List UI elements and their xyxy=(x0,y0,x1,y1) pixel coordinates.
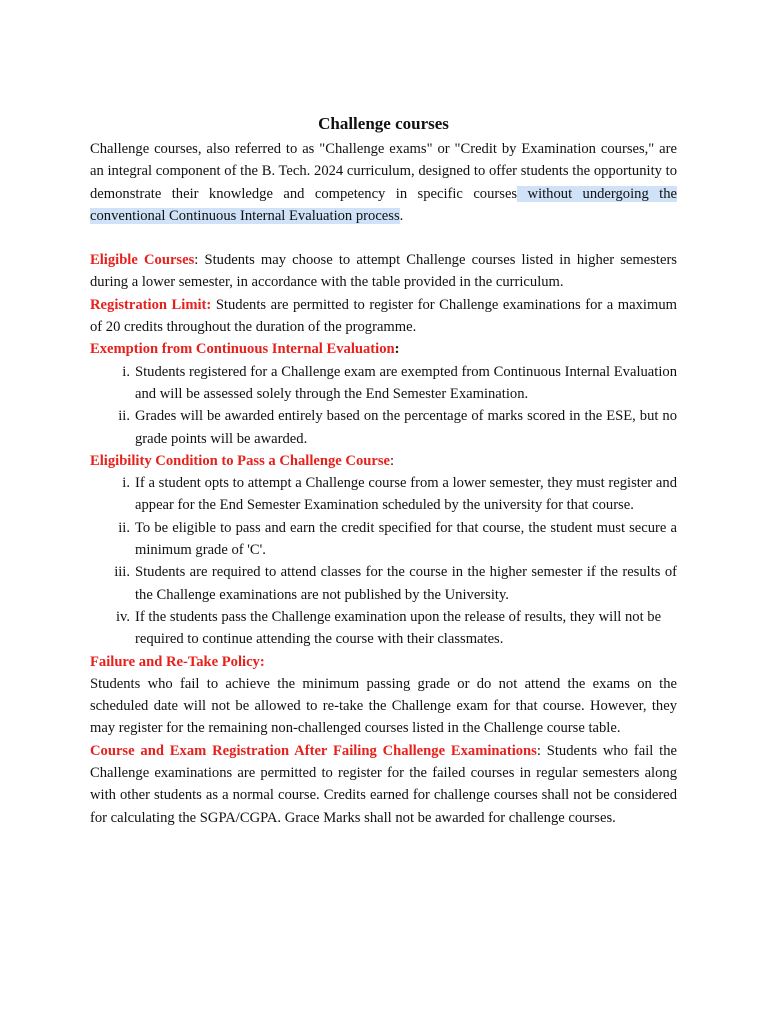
list-item-text: Grades will be awarded entirely based on the percentage of marks scored in the ESE, but no grade points will be awarded. xyxy=(135,408,677,447)
course-exam-heading: Course and Exam Registration After Failing Challenge Examinations xyxy=(90,742,537,759)
list-item xyxy=(90,472,677,517)
list-item-text: If a student opts to attempt a Challenge course from a lower semester, they must register and appear for the End Semester Examination scheduled by the university for that course. xyxy=(135,475,677,514)
eligibility-colon: : xyxy=(390,452,395,469)
list-number: iv. xyxy=(115,608,130,625)
failure-heading-line xyxy=(90,651,677,673)
page-title: Challenge courses xyxy=(318,114,449,133)
list-number: i. xyxy=(122,475,130,492)
course-exam-text: : Students who fail the Challenge examinations are permitted to register for the failed courses in regular semesters along with other students as a normal course. Credits earned for challenge courses shall not be considered for calculating the SGPA/CGPA. Grace Marks shall not be awarded for challenge courses. xyxy=(90,742,677,826)
list-item xyxy=(90,405,677,450)
intro-end: . xyxy=(399,207,404,224)
list-item-text: Students are required to attend classes for the course in the higher semester if the results of the Challenge examinations are not published by the University. xyxy=(135,564,677,603)
list-item-text: Students registered for a Challenge exam are exempted from Continuous Internal Evaluation and will be assessed solely through the End Semester Examination. xyxy=(135,363,677,402)
eligibility-heading: Eligibility Condition to Pass a Challenge Course xyxy=(90,452,391,469)
list-item xyxy=(90,361,677,406)
list-item xyxy=(90,561,677,606)
spacer xyxy=(90,227,677,249)
eligible-courses-text: : Students may choose to attempt Challenge courses listed in higher semesters during a lower semester, in accordance with the table provided in the curriculum. xyxy=(90,252,677,291)
eligible-courses-paragraph xyxy=(90,249,677,294)
registration-limit-paragraph xyxy=(90,294,677,339)
registration-limit-text: Students are permitted to register for Challenge examinations for a maximum of 20 credits throughout the duration of the programme. xyxy=(90,296,677,336)
eligible-courses-heading: Eligible Courses xyxy=(90,252,195,269)
eligibility-list xyxy=(90,472,677,650)
list-number: ii. xyxy=(118,408,130,425)
list-item xyxy=(90,517,677,562)
course-exam-paragraph xyxy=(90,740,677,829)
exemption-heading: Exemption from Continuous Internal Evaluation xyxy=(90,341,395,358)
exemption-list xyxy=(90,361,677,450)
exemption-heading-line xyxy=(90,338,677,360)
exemption-colon: : xyxy=(394,341,400,358)
list-item xyxy=(90,606,677,651)
list-number: ii. xyxy=(118,519,130,536)
eligibility-heading-line xyxy=(90,450,677,472)
list-number: iii. xyxy=(114,564,130,581)
list-number: i. xyxy=(122,363,130,380)
failure-paragraph: Students who fail to achieve the minimum passing grade or do not attend the exams on the scheduled date will not be allowed to re-take the Challenge exam for that course. However, they may register for the remaining non-challenged courses listed in the Challenge course table. xyxy=(90,675,677,737)
registration-limit-heading: Registration Limit: xyxy=(90,296,212,313)
intro-paragraph xyxy=(90,138,677,227)
list-item-text: To be eligible to pass and earn the credit specified for that course, the student must secure a minimum grade of 'C'. xyxy=(135,519,677,559)
document-page xyxy=(90,112,677,829)
intro-text: Challenge courses, also referred to as "Challenge exams" or "Credit by Examination courses," are an integral component of the B. Tech. 2024 curriculum, designed to offer students the opportunity to demonstrate their knowledge and competency in specific courses xyxy=(90,141,677,202)
highlighted-text[interactable]: without undergoing the conventional Continuous Internal Evaluation process xyxy=(90,185,677,224)
list-item-text: If the students pass the Challenge examination upon the release of results, they will not be required to continue attending the course with their classmates. xyxy=(135,608,662,648)
failure-heading: Failure and Re-Take Policy: xyxy=(90,653,265,670)
